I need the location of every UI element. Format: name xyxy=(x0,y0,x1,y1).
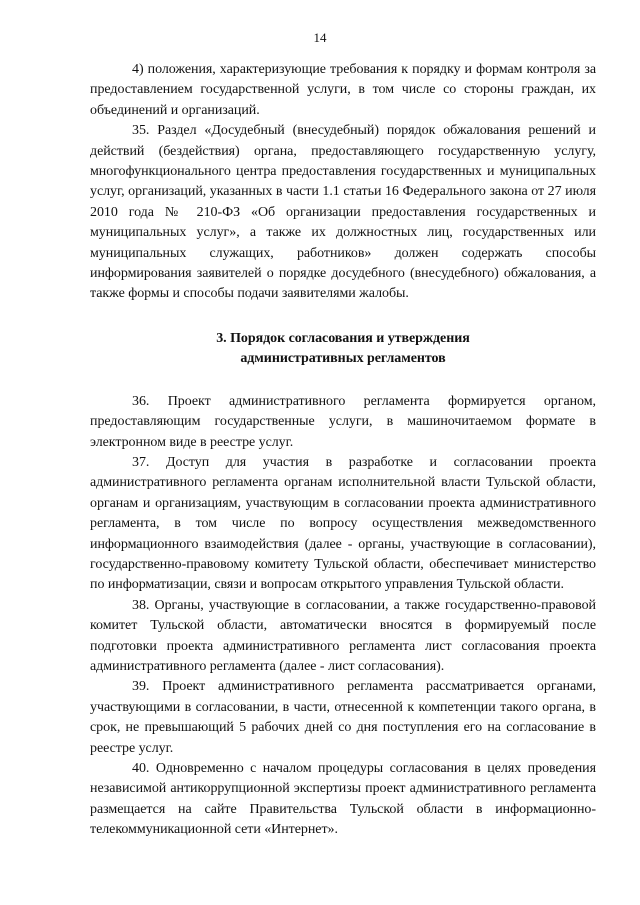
paragraph-39: 39. Проект административного регламента рассматривается органами, участвующими в согласовании, в части, отнесенной к компетенции такого органа, в срок, не превышающий 5 рабочих дней со дня поступления его на согласование в реестре услуг. xyxy=(90,679,596,756)
section-heading xyxy=(90,329,596,370)
paragraph-36: 36. Проект административного регламента формируется органом, предоставляющим государственные услуги, в машиночитаемом формате в электронном виде в реестре услуг. xyxy=(90,393,596,450)
section-heading-line-1: 3. Порядок согласования и утверждения xyxy=(216,330,470,346)
paragraph-40: 40. Одновременно с началом процедуры согласования в целях проведения независимой антикоррупционной экспертизы проект административного регламента размещается на сайте Правительства Тульской области в информационно-телекоммуникационной сети «Интернет». xyxy=(90,761,596,838)
page-number: 14 xyxy=(313,30,327,45)
paragraph-35: 35. Раздел «Досудебный (внесудебный) порядок обжалования решений и действий (бездействия) органа, предоставляющего государственную услугу, многофункционального центра предоставления государственных и муниципальных услуг, организаций, указанных в части 1.1 статьи 16 Федерального закона от 27 июля 2010 года № 210-ФЗ «Об организации предоставления государственных и муниципальных услуг», а также их должностных лиц, государственных или муниципальных служащих, работников» должен содержать способы информирования заявителей о порядке досудебного (внесудебного) обжалования, а также формы и способы подачи заявителями жалобы. xyxy=(90,123,596,302)
paragraph-38: 38. Органы, участвующие в согласовании, а также государственно-правовой комитет Тульской области, автоматически вносятся в формируемый после подготовки проекта административного регламента лист согласования проекта административного регламента (далее - лист согласования). xyxy=(90,597,596,674)
paragraph-item-4: 4) положения, характеризующие требования к порядку и формам контроля за предоставлением государственной услуги, в том числе со стороны граждан, их объединений и организаций. xyxy=(90,62,596,118)
paragraph-37: 37. Доступ для участия в разработке и согласовании проекта административного регламента органам исполнительной власти Тульской области, органам и организациям, участвующим в согласовании проекта административного регламента, в том числе по вопросу осуществления межведомственного информационного взаимодействия (далее - органы, участвующие в согласовании), государственно-правовому комитету Тульской области, обеспечивает министерство по информатизации, связи и вопросам открытого управления Тульской области. xyxy=(90,454,596,593)
section-heading-line-2: административных регламентов xyxy=(240,351,446,367)
document-body xyxy=(90,60,596,841)
